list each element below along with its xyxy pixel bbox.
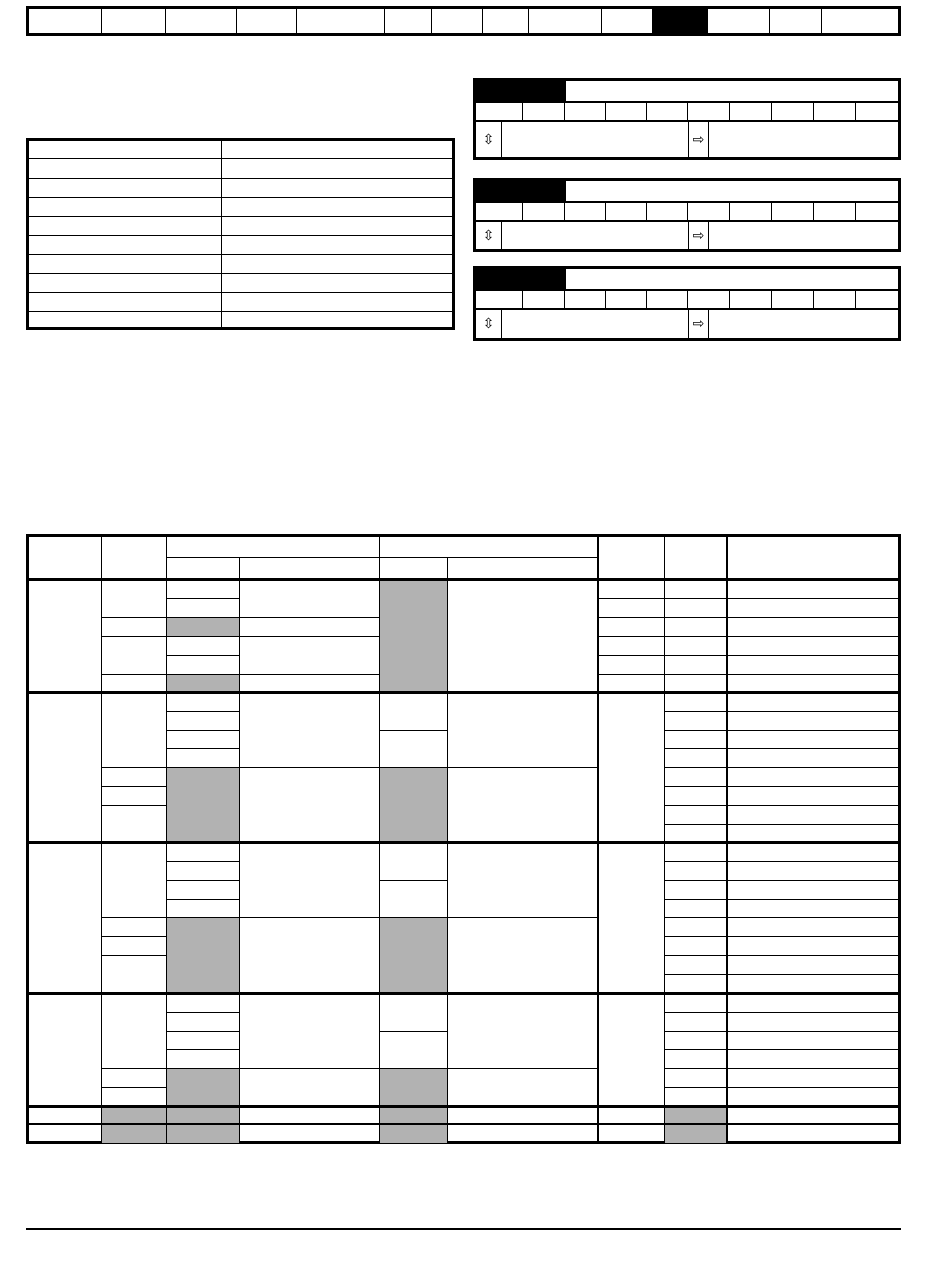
table-cell [29,273,222,292]
rule-line [166,711,239,712]
shaded-cell [379,767,447,842]
parameter-box-3 [473,266,901,341]
range-field [502,310,689,338]
updown-arrow-icon: ⇳ [482,227,495,244]
rule-line [664,537,665,579]
right-arrow-icon [689,122,709,157]
parameter-header [476,269,898,291]
rule-line [598,655,664,656]
rule-line [29,992,898,995]
rule-line [101,767,598,768]
table-row [29,292,452,312]
bit-cell [647,291,688,308]
rule-line [101,1087,166,1088]
parameter-box-2 [473,178,901,252]
shaded-cell [379,579,447,692]
default-field [709,122,898,157]
rule-line [664,598,898,599]
bit-cell [730,203,772,220]
nav-tab-10[interactable] [602,9,653,33]
table-row [29,197,452,217]
shaded-cell [166,767,239,842]
summary-table [26,138,455,330]
rule-line [166,1012,239,1013]
nav-tab-5[interactable] [297,9,384,33]
rule-line [598,598,664,599]
rule-line [29,841,898,844]
bit-cell [772,203,814,220]
rule-line [101,805,166,806]
right-arrow-icon [689,222,709,249]
bit-cell [606,291,647,308]
bit-cell [606,103,647,120]
range-field [502,222,689,249]
table-cell [29,141,222,158]
rule-line [29,1123,898,1125]
bit-cell [476,103,523,120]
shaded-cell [166,917,239,993]
rule-line [379,730,447,731]
bit-row [476,203,898,222]
parameter-header [476,181,898,203]
bit-cell [814,103,856,120]
footer-divider [26,1228,901,1230]
rule-line [664,1012,898,1013]
bit-cell [647,103,688,120]
table-row [29,273,452,293]
parameter-header [476,81,898,103]
rule-line [664,936,898,937]
parameter-number [476,181,566,201]
rule-line [664,1031,898,1032]
shaded-cell [379,1068,447,1106]
bit-cell [523,203,565,220]
table-cell [29,216,222,235]
bit-cell [730,103,772,120]
table-cell [222,197,452,216]
updown-arrow-icon [476,310,502,338]
shaded-cell [166,674,239,692]
default-field [709,222,898,249]
rule-line [379,880,447,881]
bit-cell [856,291,896,308]
rule-line [166,1049,239,1050]
updown-arrow-icon [476,222,502,249]
table-row [29,311,452,327]
nav-tab-2[interactable] [102,9,166,33]
updown-arrow-icon [476,122,502,157]
rule-line [664,899,898,900]
rule-line [598,674,664,675]
bit-cell [523,103,565,120]
bit-cell [772,291,814,308]
bit-cell [647,203,688,220]
parameter-number [476,81,566,101]
rule-line [166,1031,239,1032]
table-cell [222,311,452,327]
table-cell [29,311,222,327]
table-cell [222,292,452,311]
table-cell [222,254,452,273]
nav-tab-3[interactable] [166,9,237,33]
rule-line [166,861,239,862]
table-cell [222,273,452,292]
nav-tab-11[interactable] [653,9,709,33]
parameter-footer [476,122,898,157]
nav-tab-9[interactable] [529,9,602,33]
bit-cell [523,291,565,308]
top-nav [26,6,901,36]
rule-line [239,674,379,675]
table-row [29,235,452,255]
rule-line [101,917,598,918]
table-row [29,141,452,159]
bit-cell [856,103,896,120]
rule-line [101,1068,598,1069]
rule-line [664,1068,898,1069]
bit-cell [565,103,606,120]
bit-cell [814,291,856,308]
table-cell [222,158,452,178]
bit-cell [476,203,523,220]
bit-cell [688,203,730,220]
rule-line [664,955,898,956]
nav-tab-8[interactable] [483,9,529,33]
nav-tab-6[interactable] [385,9,433,33]
nav-tab-13[interactable] [770,9,822,33]
rule-line [29,578,898,581]
nav-tab-1[interactable] [29,9,102,33]
rule-line [447,557,448,579]
shaded-cell [166,1068,239,1106]
table-cell [29,197,222,216]
rule-line [166,598,239,599]
table-row [29,158,452,179]
rule-line [597,579,599,1143]
bit-row [476,103,898,122]
rule-line [29,691,898,694]
bit-cell [476,291,523,308]
bit-row [476,291,898,310]
table-row [29,178,452,198]
rule-line [101,786,166,787]
rule-line [597,537,599,579]
rule-line [598,636,664,637]
table-cell [29,158,222,178]
rule-line [664,805,898,806]
shaded-cell [166,617,239,636]
right-arrow-icon [689,310,709,338]
table-cell [222,216,452,235]
nav-tab-4[interactable] [237,9,298,33]
default-field [709,310,898,338]
updown-arrow-icon: ⇳ [482,131,495,148]
rule-line [101,636,239,637]
table-cell [222,178,452,197]
rule-line [239,636,379,637]
rule-line [726,537,728,579]
rule-line [29,1105,898,1108]
right-arrow-icon: ⇨ [692,316,705,332]
rule-line [664,861,898,862]
rule-line [379,1031,447,1032]
rule-line [598,617,664,618]
table-cell [29,178,222,197]
bit-cell [565,203,606,220]
nav-tab-12[interactable] [708,9,770,33]
rule-line [664,748,898,749]
rule-line [101,674,239,675]
rule-line [664,711,898,712]
rule-line [166,899,239,900]
rule-line [239,617,379,618]
bit-cell [856,203,896,220]
table-row [29,254,452,274]
rule-line [664,655,898,656]
rule-line [379,537,380,579]
bit-cell [565,291,606,308]
table-cell [222,235,452,254]
rule-line [166,880,239,881]
bit-cell [606,203,647,220]
shaded-cell [379,917,447,993]
parameter-box-1 [473,78,901,160]
rule-line [664,767,898,768]
table-row [29,216,452,236]
bit-cell [730,291,772,308]
bit-cell [688,103,730,120]
parameter-footer [476,310,898,338]
rule-line [101,537,102,579]
table-cell [29,254,222,273]
rule-line [101,579,102,1143]
rule-line [166,730,239,731]
parameter-number [476,269,566,289]
rule-line [664,917,898,918]
rule-line [166,557,598,558]
nav-tab-7[interactable] [432,9,483,33]
range-field [502,122,689,157]
bit-cell [772,103,814,120]
rule-line [664,617,898,618]
block-table [26,534,901,1144]
parameter-footer [476,222,898,249]
nav-tab-14[interactable] [822,9,898,33]
updown-arrow-icon: ⇳ [482,316,495,332]
rule-line [664,880,898,881]
table-cell [29,235,222,254]
rule-line [379,579,380,1143]
rule-line [101,936,166,937]
rule-line [239,557,240,579]
rule-line [166,748,239,749]
table-cell [29,292,222,311]
bit-cell [688,291,730,308]
rule-line [664,1049,898,1050]
bit-cell [814,203,856,220]
rule-line [447,579,448,1143]
rule-line [239,579,240,1143]
rule-line [664,786,898,787]
rule-line [101,955,166,956]
rule-line [166,537,167,579]
rule-line [664,636,898,637]
rule-line [166,655,239,656]
right-arrow-icon: ⇨ [692,227,705,244]
rule-line [664,730,898,731]
rule-line [664,674,898,675]
rule-line [101,617,239,618]
rule-line [664,1087,898,1088]
table-cell [222,141,452,158]
right-arrow-icon: ⇨ [692,131,705,148]
rule-line [664,824,898,825]
rule-line [664,974,898,975]
